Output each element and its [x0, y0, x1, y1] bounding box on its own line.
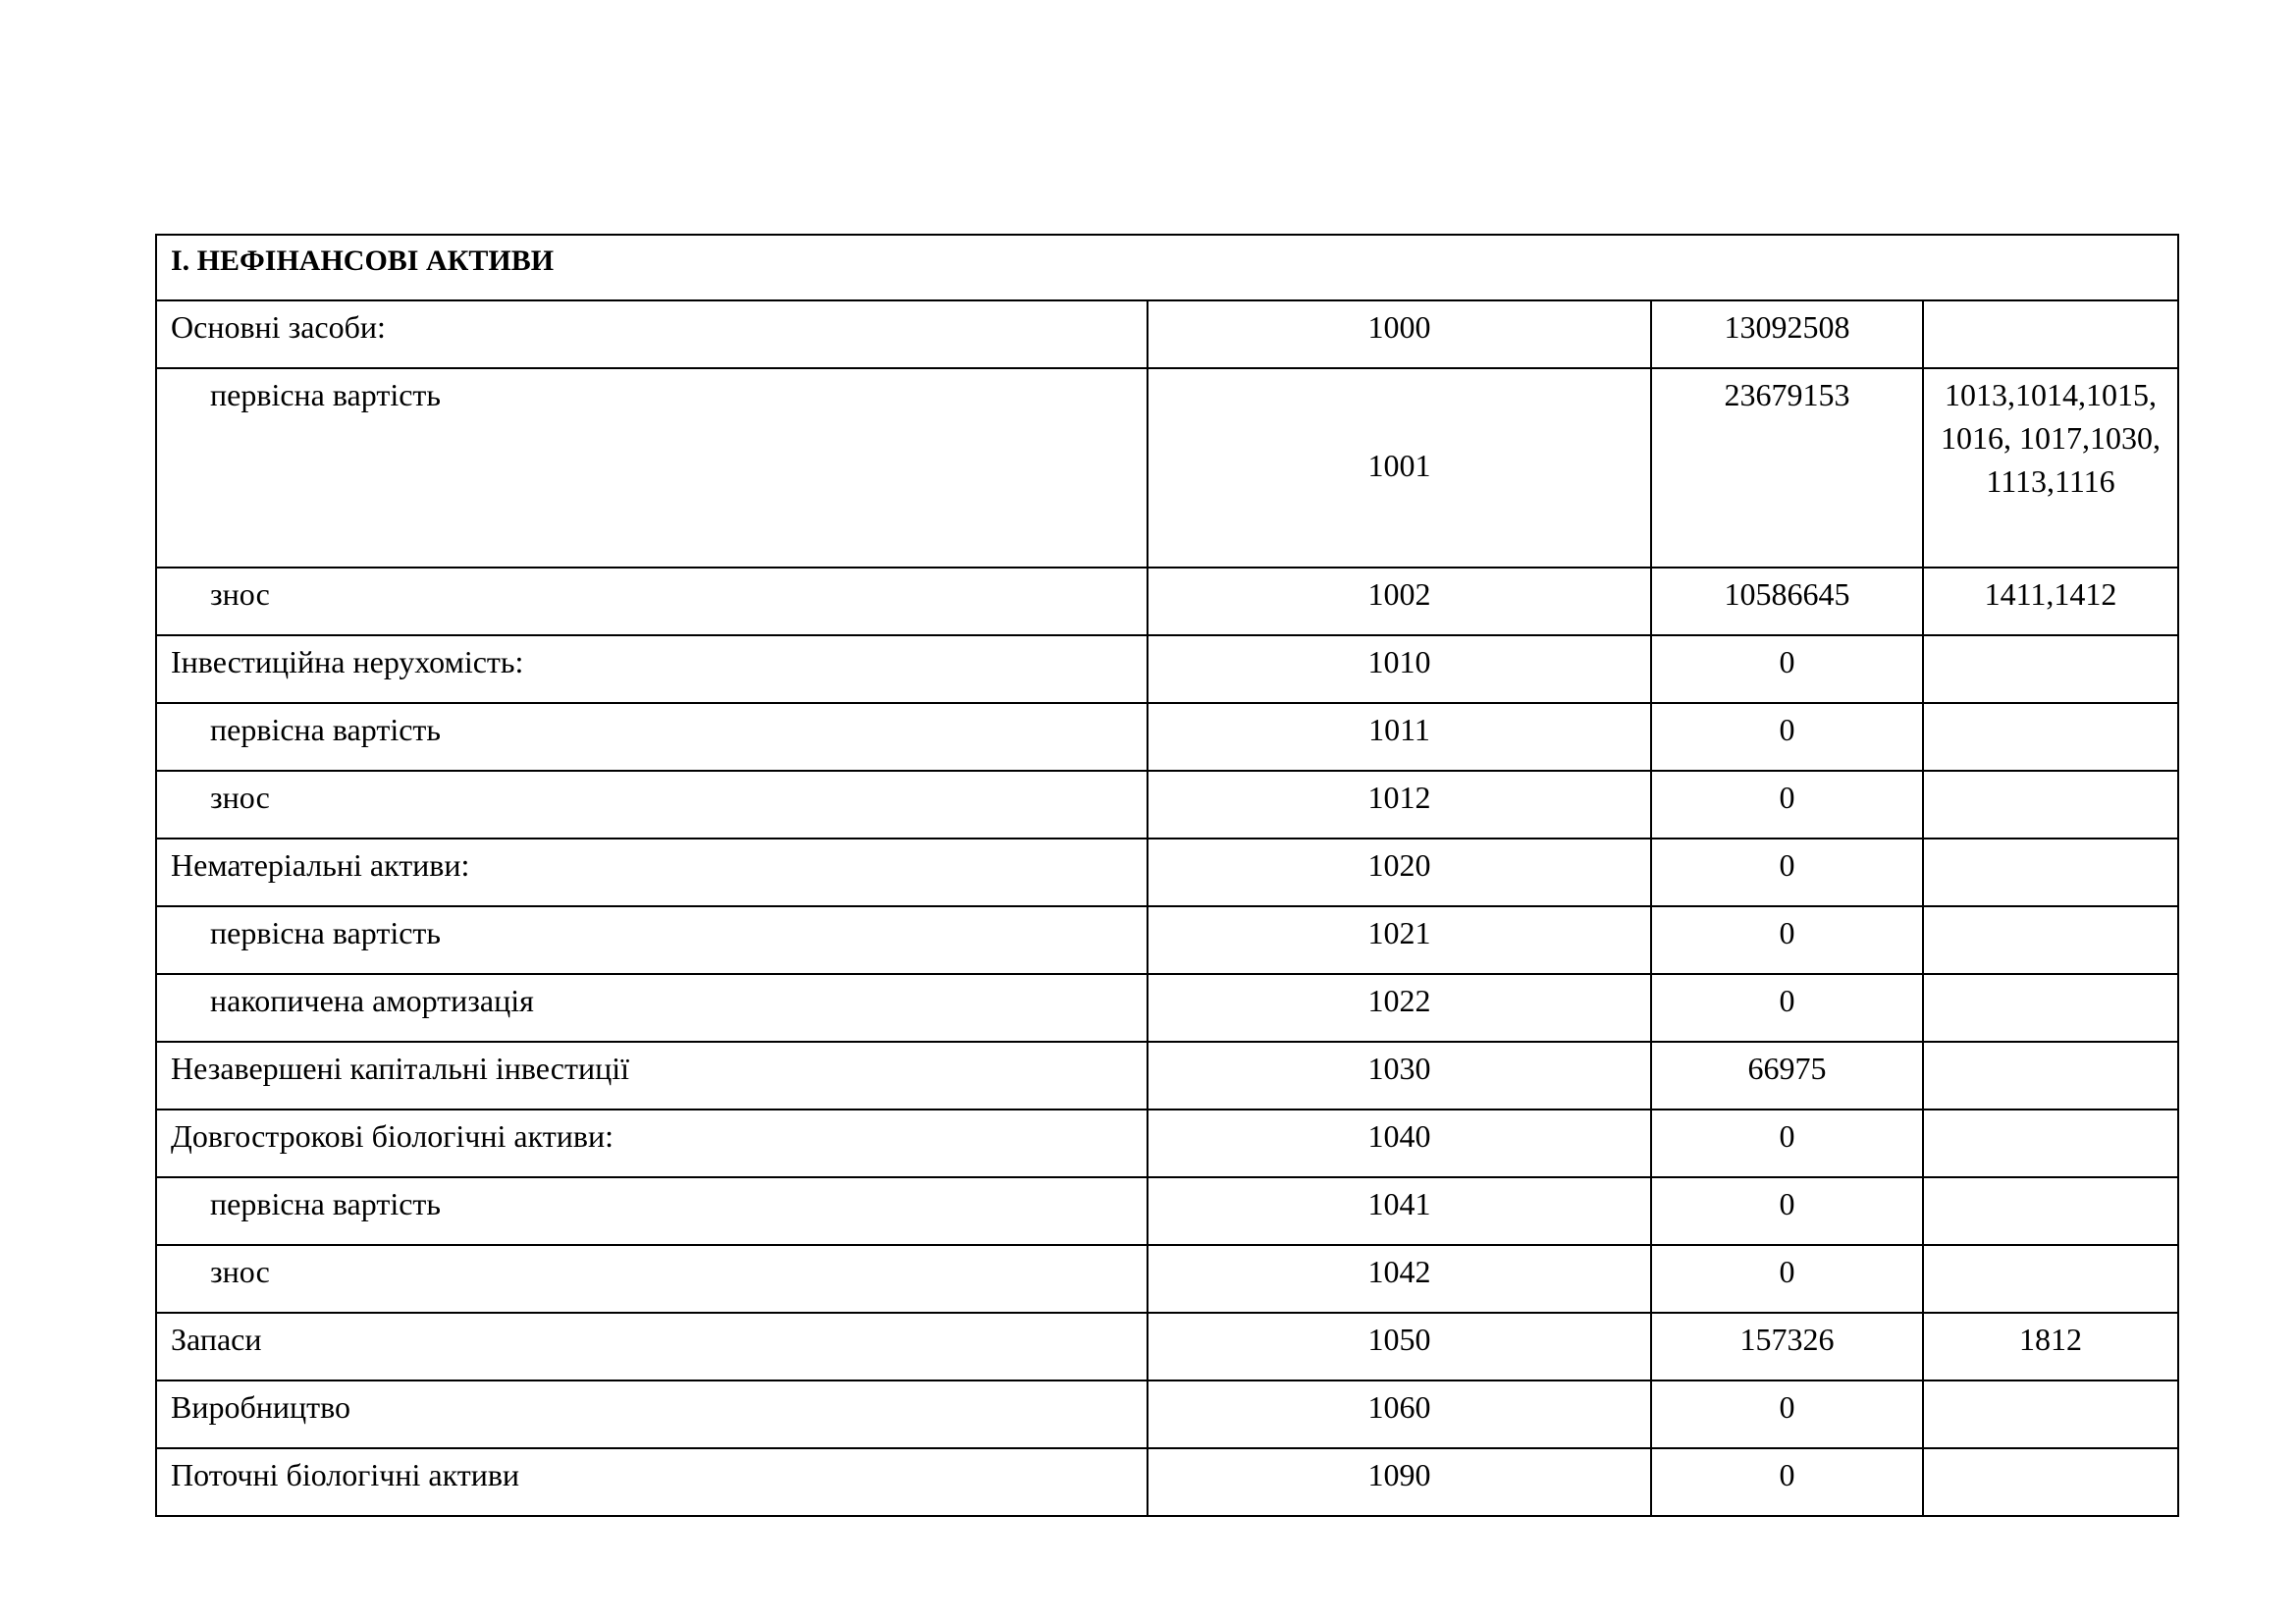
row-code: 1011 — [1148, 703, 1651, 771]
row-value: 66975 — [1651, 1042, 1923, 1110]
row-code: 1001 — [1148, 368, 1651, 568]
table-row — [156, 635, 2178, 703]
row-name: Виробництво — [156, 1380, 1148, 1448]
row-value: 157326 — [1651, 1313, 1923, 1380]
table-row — [156, 839, 2178, 906]
row-ref: 1013,1014,1015, 1016, 1017,1030, 1113,1116 — [1923, 368, 2178, 568]
row-ref — [1923, 635, 2178, 703]
row-name: знос — [156, 1245, 1148, 1313]
row-ref — [1923, 974, 2178, 1042]
row-code: 1010 — [1148, 635, 1651, 703]
row-ref — [1923, 703, 2178, 771]
row-value: 0 — [1651, 974, 1923, 1042]
row-ref — [1923, 300, 2178, 368]
row-name: Незавершені капітальні інвестиції — [156, 1042, 1148, 1110]
row-code: 1050 — [1148, 1313, 1651, 1380]
row-ref — [1923, 1042, 2178, 1110]
table-row — [156, 906, 2178, 974]
table-row — [156, 771, 2178, 839]
table-row — [156, 703, 2178, 771]
row-code: 1042 — [1148, 1245, 1651, 1313]
row-value: 0 — [1651, 703, 1923, 771]
row-code: 1022 — [1148, 974, 1651, 1042]
row-ref — [1923, 906, 2178, 974]
table-row — [156, 1245, 2178, 1313]
row-name: Нематеріальні активи: — [156, 839, 1148, 906]
row-code: 1041 — [1148, 1177, 1651, 1245]
row-value: 0 — [1651, 635, 1923, 703]
table-row — [156, 368, 2178, 568]
row-ref — [1923, 1245, 2178, 1313]
row-value: 0 — [1651, 1380, 1923, 1448]
row-value: 0 — [1651, 906, 1923, 974]
table-row — [156, 1380, 2178, 1448]
row-name: Основні засоби: — [156, 300, 1148, 368]
row-value: 0 — [1651, 771, 1923, 839]
row-code: 1021 — [1148, 906, 1651, 974]
table-row — [156, 1042, 2178, 1110]
row-name: Інвестиційна нерухомість: — [156, 635, 1148, 703]
row-ref — [1923, 839, 2178, 906]
row-code: 1012 — [1148, 771, 1651, 839]
row-name: первісна вартість — [156, 906, 1148, 974]
row-name: Запаси — [156, 1313, 1148, 1380]
row-value: 0 — [1651, 1448, 1923, 1516]
section-title: І. НЕФІНАНСОВІ АКТИВИ — [156, 235, 2178, 300]
table-row — [156, 1448, 2178, 1516]
row-value: 23679153 — [1651, 368, 1923, 568]
row-code: 1090 — [1148, 1448, 1651, 1516]
row-name: знос — [156, 771, 1148, 839]
row-ref: 1411,1412 — [1923, 568, 2178, 635]
row-value: 0 — [1651, 1245, 1923, 1313]
row-value: 10586645 — [1651, 568, 1923, 635]
table-row — [156, 974, 2178, 1042]
balance-table — [155, 234, 2179, 1517]
row-code: 1020 — [1148, 839, 1651, 906]
table-row — [156, 1313, 2178, 1380]
table-row — [156, 300, 2178, 368]
row-value: 0 — [1651, 1110, 1923, 1177]
row-ref — [1923, 771, 2178, 839]
row-code: 1030 — [1148, 1042, 1651, 1110]
row-ref — [1923, 1177, 2178, 1245]
table-row — [156, 1110, 2178, 1177]
table-row — [156, 1177, 2178, 1245]
row-ref: 1812 — [1923, 1313, 2178, 1380]
row-name: первісна вартість — [156, 1177, 1148, 1245]
row-name: Довгострокові біологічні активи: — [156, 1110, 1148, 1177]
row-name: накопичена амортизація — [156, 974, 1148, 1042]
row-code: 1002 — [1148, 568, 1651, 635]
row-value: 0 — [1651, 839, 1923, 906]
row-code: 1000 — [1148, 300, 1651, 368]
row-code: 1040 — [1148, 1110, 1651, 1177]
row-value: 13092508 — [1651, 300, 1923, 368]
row-ref — [1923, 1448, 2178, 1516]
table-row — [156, 568, 2178, 635]
row-ref — [1923, 1110, 2178, 1177]
section-header-row — [156, 235, 2178, 300]
row-value: 0 — [1651, 1177, 1923, 1245]
row-name: первісна вартість — [156, 368, 1148, 568]
row-name: знос — [156, 568, 1148, 635]
row-code: 1060 — [1148, 1380, 1651, 1448]
row-name: первісна вартість — [156, 703, 1148, 771]
row-ref — [1923, 1380, 2178, 1448]
row-name: Поточні біологічні активи — [156, 1448, 1148, 1516]
